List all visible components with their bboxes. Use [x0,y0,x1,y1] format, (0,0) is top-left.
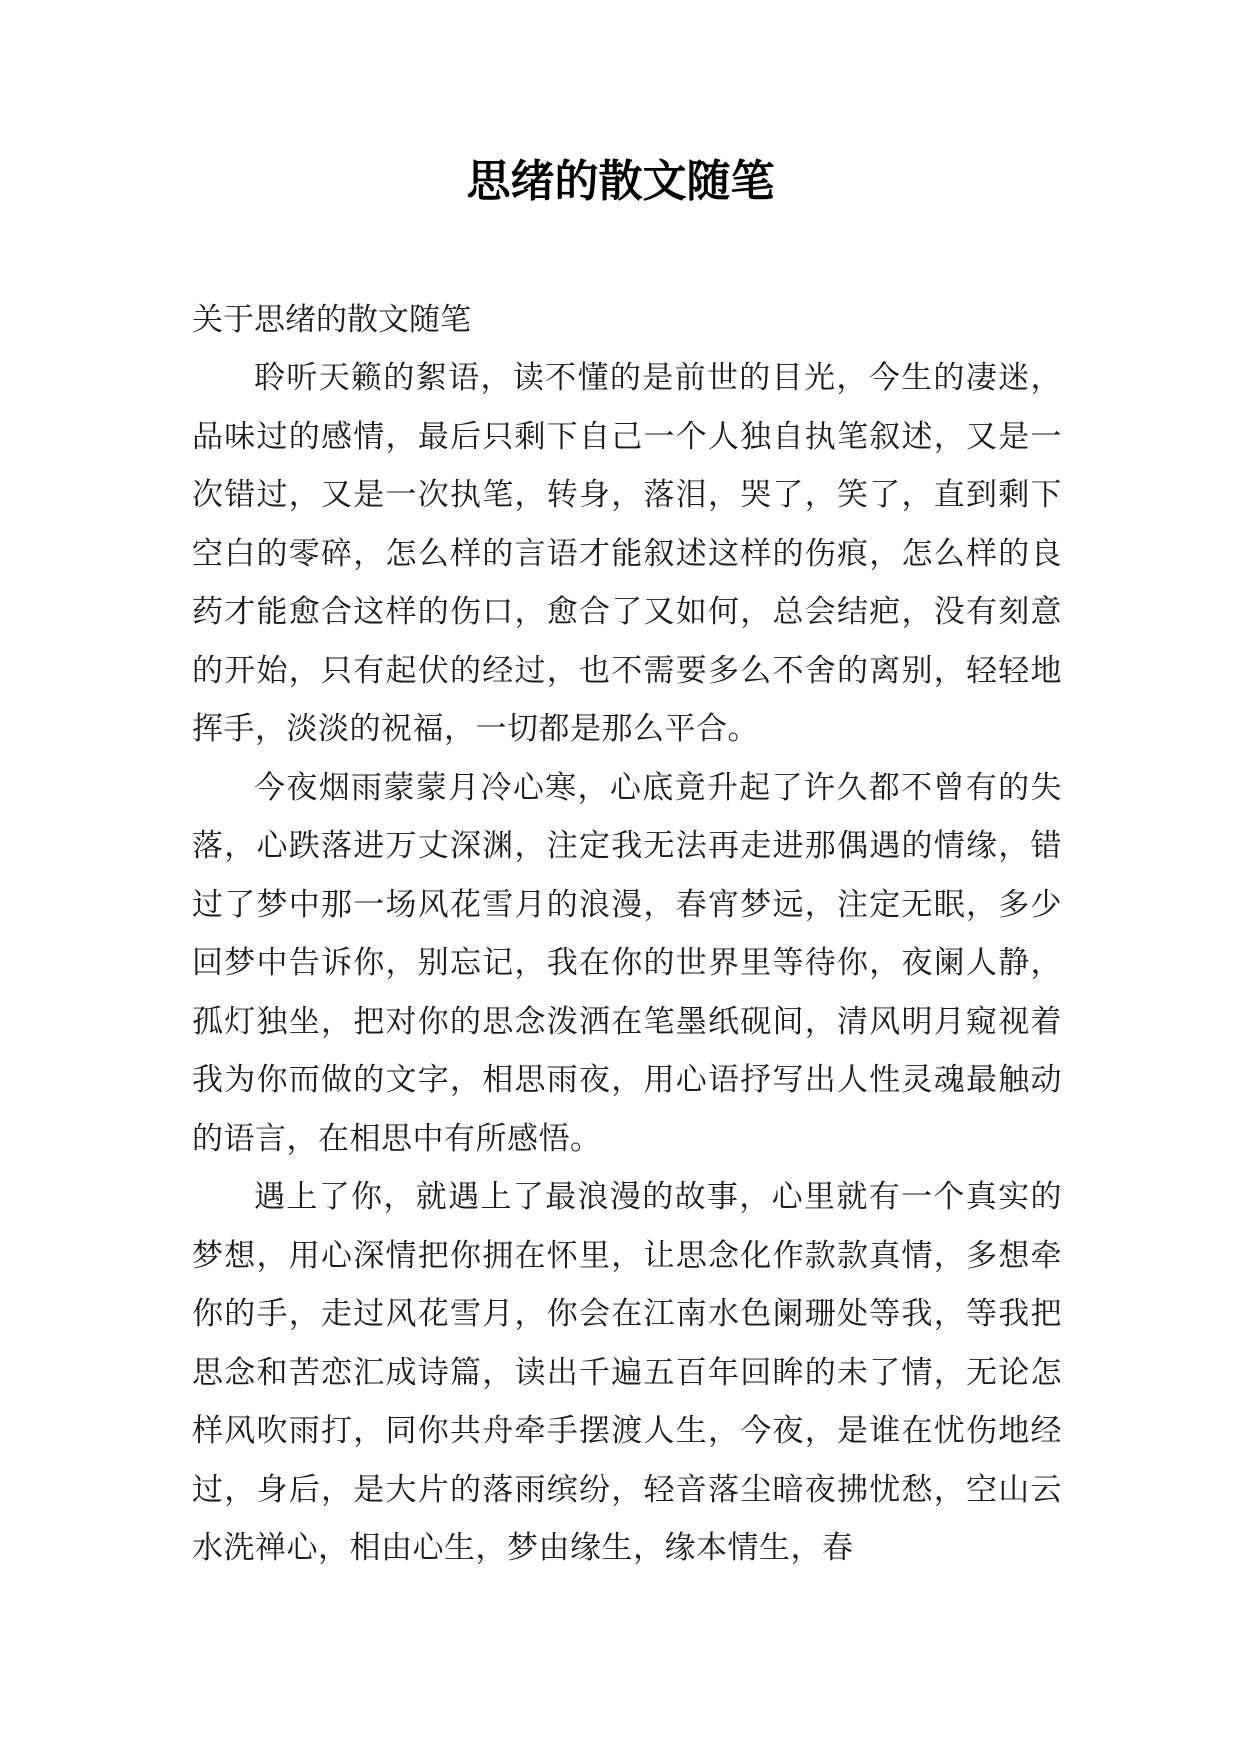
document-subtitle: 关于思绪的散文随笔 [192,302,471,338]
paragraph-1: 聆听天籁的絮语，读不懂的是前世的目光，今生的凄迷，品味过的感情，最后只剩下自己一个人独自执笔叙述，又是一次错过，又是一次执笔，转身，落泪，哭了，笑了，直到剩下空白的零碎，怎么样的言语才能叙述这样的伤痕，怎么样的良药才能愈合这样的伤口，愈合了又如何，总会结疤，没有刻意的开始，只有起伏的经过，也不需要多么不舍的离别，轻轻地挥手，淡淡的祝福，一切都是那么平合。 [192,360,1062,747]
paragraph-2: 今夜烟雨蒙蒙月冷心寒，心底竟升起了许久都不曾有的失落，心跌落进万丈深渊，注定我无法再走进那偶遇的情缘，错过了梦中那一场风花雪月的浪漫，春宵梦远，注定无眠，多少回梦中告诉你，别忘记，我在你的世界里等待你，夜阑人静，孤灯独坐，把对你的思念泼洒在笔墨纸砚间，清风明月窥视着我为你而做的文字，相思雨夜，用心语抒写出人性灵魂最触动的语言，在相思中有所感悟。 [192,769,1062,1157]
document-body [192,291,1062,1578]
paragraph-3: 遇上了你，就遇上了最浪漫的故事，心里就有一个真实的梦想，用心深情把你拥在怀里，让思念化作款款真情，多想牵你的手，走过风花雪月，你会在江南水色阑珊处等我，等我把思念和苦恋汇成诗篇，读出千遍五百年回眸的未了情，无论怎样风吹雨打，同你共舟牵手摆渡人生，今夜，是谁在忧伤地经过，身后，是大片的落雨缤纷，轻音落尘暗夜拂忧愁，空山云水洗禅心，相由心生，梦由缘生，缘本情生，春 [192,1179,1062,1566]
document-title: 思绪的散文随笔 [466,156,775,207]
